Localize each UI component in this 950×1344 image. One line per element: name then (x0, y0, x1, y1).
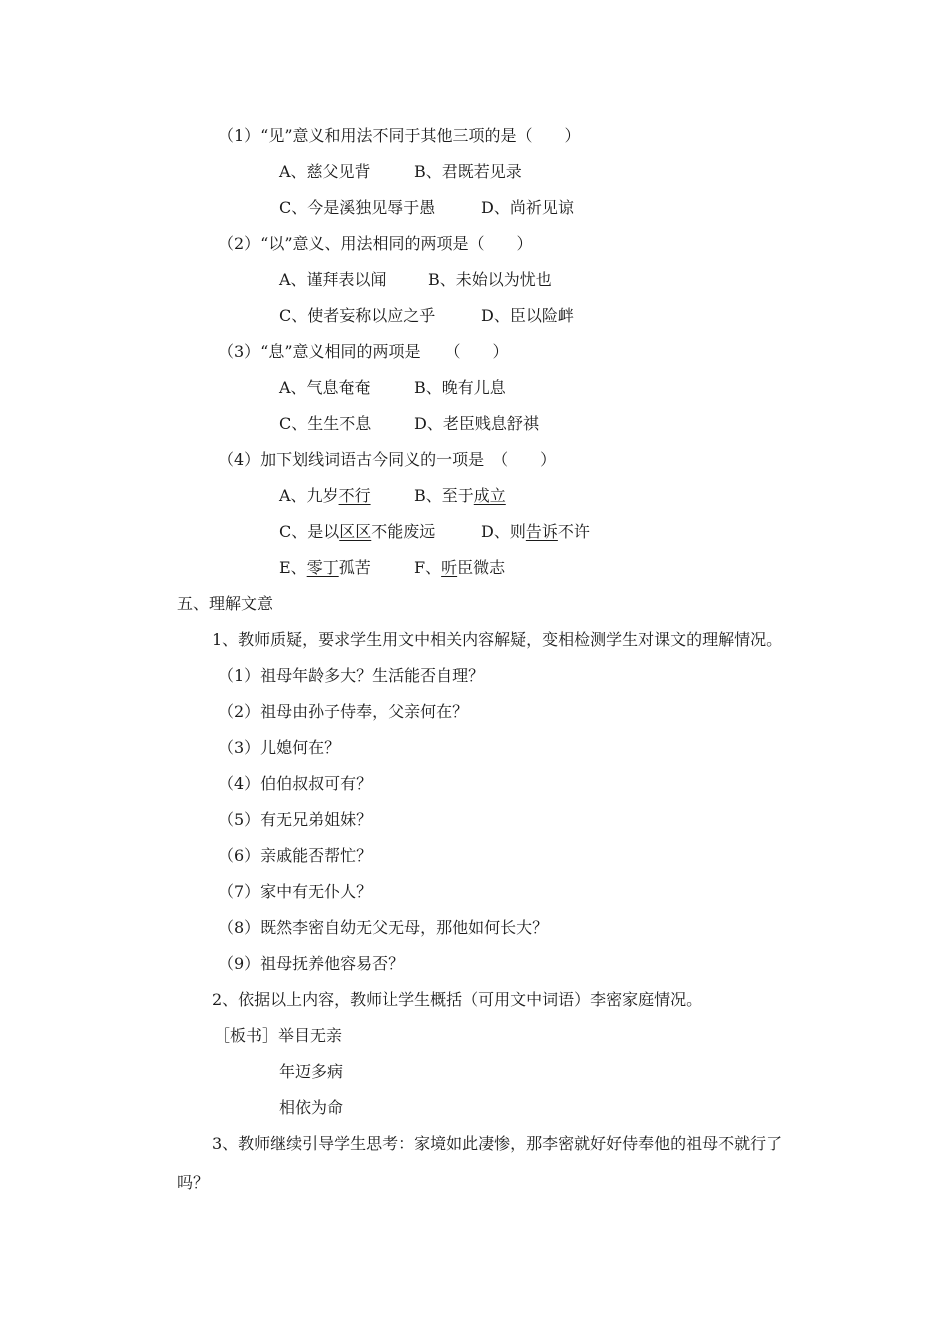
option-prefix: E、 (279, 558, 307, 577)
option-suffix: 孤苦 (338, 558, 371, 577)
sub-question-1: （1）祖母年龄多大？生活能否自理？ (218, 666, 485, 685)
section-heading: 五、理解文意 (177, 594, 274, 613)
question-1-option-c: C、今是溪独见辱于愚 (279, 198, 436, 217)
option-suffix: 不许 (557, 522, 590, 541)
question-4-option-b (414, 486, 506, 506)
board-line-2: 年迈多病 (279, 1062, 344, 1081)
question-1-option-d: D、尚祈见谅 (481, 198, 574, 217)
paragraph-1: 1、教师质疑，要求学生用文中相关内容解疑，变相检测学生对课文的理解情况。 (212, 630, 783, 649)
option-suffix: 臣微志 (457, 558, 506, 577)
question-3-option-b: B、晚有儿息 (414, 378, 506, 397)
question-4-option-d (481, 522, 590, 542)
option-prefix: C、是以 (279, 522, 340, 541)
sub-question-2: （2）祖母由孙子侍奉，父亲何在？ (218, 702, 469, 721)
sub-question-8: （8）既然李密自幼无父无母，那他如何长大？ (218, 918, 549, 937)
question-2-option-b: B、未始以为忧也 (428, 270, 552, 289)
paragraph-2: 2、依据以上内容，教师让学生概括（可用文中词语）李密家庭情况。 (212, 990, 703, 1009)
underlined-term: 区区 (339, 522, 372, 541)
sub-question-5: （5）有无兄弟姐妹？ (218, 810, 373, 829)
question-4-stem: （4）加下划线词语古今同义的一项是 （ ） (218, 450, 557, 469)
paragraph-3: 3、教师继续引导学生思考：家境如此凄惨，那李密就好好侍奉他的祖母不就行了 (212, 1134, 783, 1153)
question-3-option-c: C、生生不息 (279, 414, 372, 433)
option-suffix: 不能废远 (371, 522, 436, 541)
question-2-stem: （2）“以”意义、用法相同的两项是（ ） (218, 234, 533, 253)
underlined-term: 告诉 (525, 522, 558, 541)
sub-question-6: （6）亲戚能否帮忙？ (218, 846, 373, 865)
question-2-option-d: D、臣以险衅 (481, 306, 574, 325)
question-1-stem: （1）“见”意义和用法不同于其他三项的是（ ） (218, 126, 581, 145)
underlined-term: 不行 (338, 486, 371, 505)
question-1-option-b: B、君既若见录 (414, 162, 522, 181)
question-2-option-a: A、谨拜表以闻 (279, 270, 387, 289)
question-3-option-d: D、老臣贱息舒祺 (414, 414, 539, 433)
board-line-3: 相依为命 (279, 1098, 344, 1117)
underlined-term: 听 (441, 558, 458, 577)
sub-question-7: （7）家中有无仆人？ (218, 882, 373, 901)
question-3-option-a: A、气息奄奄 (279, 378, 371, 397)
question-4-option-a (279, 486, 371, 506)
sub-question-4: （4）伯伯叔叔可有？ (218, 774, 373, 793)
question-2-option-c: C、使者妄称以应之乎 (279, 306, 436, 325)
question-4-option-f (414, 558, 505, 578)
question-3-stem: （3）“息”意义相同的两项是 （ ） (218, 342, 509, 361)
question-1-option-a: A、慈父见背 (279, 162, 371, 181)
question-4-option-c (279, 522, 435, 542)
option-prefix: B、至于 (414, 486, 474, 505)
underlined-term: 零丁 (306, 558, 339, 577)
option-prefix: A、九岁 (279, 486, 339, 505)
underlined-term: 成立 (473, 486, 506, 505)
sub-question-3: （3）儿媳何在？ (218, 738, 341, 757)
sub-question-9: （9）祖母抚养他容易否？ (218, 954, 405, 973)
option-prefix: D、则 (481, 522, 526, 541)
paragraph-3-continued: 吗？ (177, 1173, 210, 1192)
board-line-1: ［板书］举目无亲 (214, 1026, 343, 1045)
question-4-option-e (279, 558, 371, 578)
option-prefix: F、 (414, 558, 442, 577)
